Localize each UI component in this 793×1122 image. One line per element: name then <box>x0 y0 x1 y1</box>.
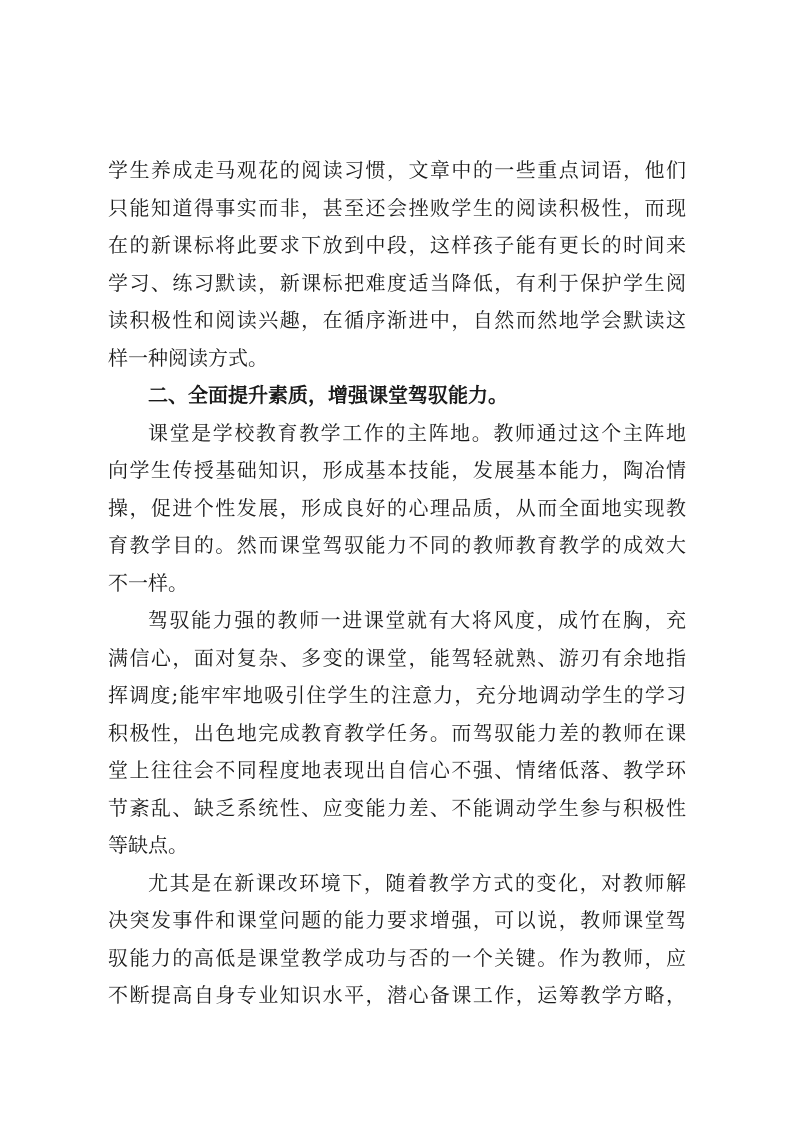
text-line: 驭能力的高低是课堂教学成功与否的一个关键。作为教师，应 <box>108 945 686 970</box>
text-line: 等缺点。 <box>108 833 188 857</box>
text-line: 学习、练习默读，新课标把难度适当降低，有利于保护学生阅 <box>108 270 686 295</box>
text-line: 操，促进个性发展，形成良好的心理品质，从而全面地实现教 <box>108 495 686 520</box>
text-line: 驾驭能力强的教师一进课堂就有大将风度，成竹在胸，充 <box>148 608 686 632</box>
text-line: 尤其是在新课改环境下，随着教学方式的变化，对教师解 <box>148 870 686 895</box>
text-line: 积极性，出色地完成教育教学任务。而驾驭能力差的教师在课 <box>108 720 686 745</box>
text-line: 读积极性和阅读兴趣，在循序渐进中，自然而然地学会默读这 <box>108 308 686 332</box>
text-line: 育教学目的。然而课堂驾驭能力不同的教师教育教学的成效大 <box>108 533 686 557</box>
paragraph-2 <box>108 415 686 603</box>
text-line: 节紊乱、缺乏系统性、应变能力差、不能调动学生参与积极性 <box>108 795 686 820</box>
text-line: 学生养成走马观花的阅读习惯，文章中的一些重点词语，他们 <box>108 158 686 182</box>
text-line: 决突发事件和课堂问题的能力要求增强，可以说，教师课堂驾 <box>108 908 686 932</box>
text-line: 堂上往往会不同程度地表现出自信心不强、情绪低落、教学环 <box>108 758 686 782</box>
text-line: 课堂是学校教育教学工作的主阵地。教师通过这个主阵地 <box>148 420 686 445</box>
heading-text: 二、全面提升素质，增强课堂驾驭能力。 <box>148 383 508 407</box>
paragraph-3 <box>108 602 686 865</box>
text-line: 不一样。 <box>108 570 188 595</box>
text-line: 在的新课标将此要求下放到中段，这样孩子能有更长的时间来 <box>108 233 686 257</box>
paragraph-1 <box>108 152 686 377</box>
text-line: 样一种阅读方式。 <box>108 345 268 370</box>
text-line: 不断提高自身专业知识水平，潜心备课工作，运筹教学方略， <box>108 983 686 1007</box>
text-line: 挥调度;能牢牢地吸引住学生的注意力，充分地调动学生的学习 <box>108 683 686 707</box>
section-heading <box>108 377 686 415</box>
text-line: 满信心，面对复杂、多变的课堂，能驾轻就熟、游刃有余地指 <box>108 645 686 670</box>
paragraph-4 <box>108 865 686 1015</box>
text-line: 向学生传授基础知识，形成基本技能，发展基本能力，陶冶情 <box>108 458 686 482</box>
document-body <box>108 152 686 1015</box>
text-line: 只能知道得事实而非，甚至还会挫败学生的阅读积极性，而现 <box>108 195 686 220</box>
